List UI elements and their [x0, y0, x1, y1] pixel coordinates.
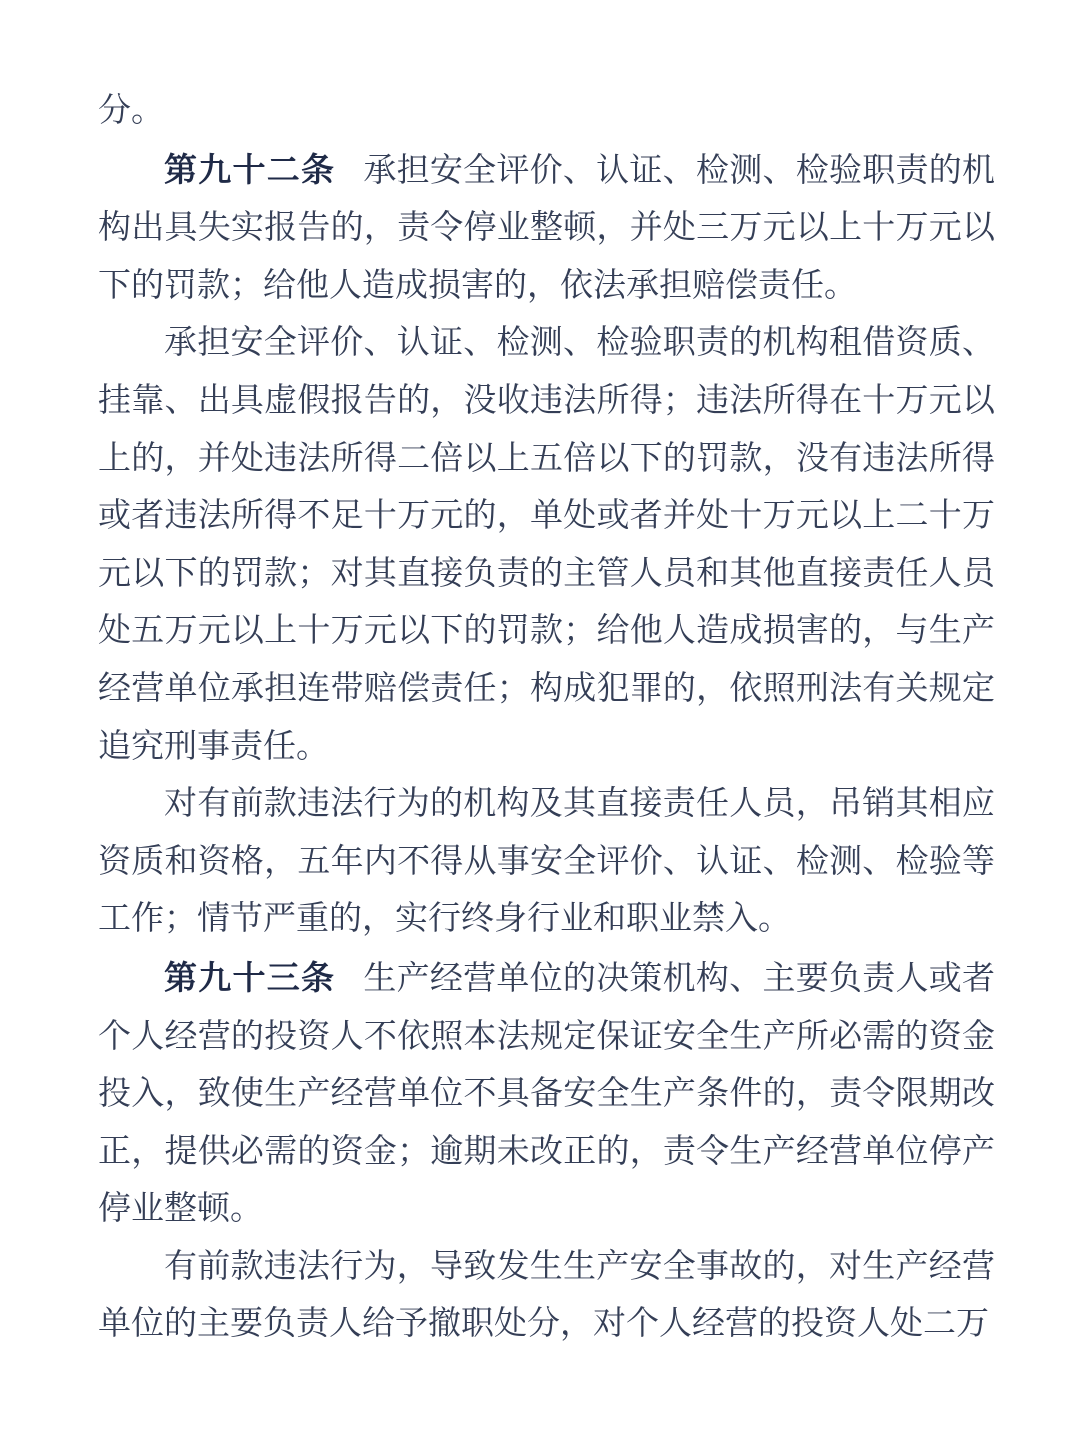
paragraph-text: 分。 — [98, 93, 164, 129]
body-paragraph — [98, 83, 995, 141]
text-block — [98, 83, 995, 1354]
article-number: 第九十二条 — [164, 150, 336, 188]
paragraph-text: 对有前款违法行为的机构及其直接责任人员，吊销其相应资质和资格，五年内不得从事安全评价、认证、检测、检验等工作；情节严重的，实行终身行业和职业禁入。 — [98, 786, 995, 938]
body-paragraph — [98, 776, 995, 949]
article-paragraph — [98, 141, 995, 316]
article-number: 第九十三条 — [164, 958, 336, 996]
paragraph-text: 生产经营单位的决策机构、主要负责人或者个人经营的投资人不依照本法规定保证安全生产所必需的资金投入，致使生产经营单位不具备安全生产条件的，责令限期改正，提供必需的资金；逾期未改正的，责令生产经营单位停产停业整顿。 — [98, 960, 996, 1228]
body-paragraph — [98, 315, 995, 776]
body-paragraph — [98, 1239, 995, 1354]
paragraph-text: 承担安全评价、认证、检测、检验职责的机构租借资质、挂靠、出具虚假报告的，没收违法所得；违法所得在十万元以上的，并处违法所得二倍以上五倍以下的罚款，没有违法所得或者违法所得不足十万元的，单处或者并处十万元以上二十万元以下的罚款；对其直接负责的主管人员和其他直接责任人员处五万元以上十万元以下的罚款；给他人造成损害的，与生产经营单位承担连带赔偿责任；构成犯罪的，依照刑法有关规定追究刑事责任。 — [98, 325, 995, 765]
article-paragraph — [98, 949, 995, 1239]
paragraph-text: 有前款违法行为，导致发生生产安全事故的，对生产经营单位的主要负责人给予撤职处分，对个人经营的投资人处二万 — [98, 1248, 995, 1343]
paragraph-text: 承担安全评价、认证、检测、检验职责的机构出具失实报告的，责令停业整顿，并处三万元以上十万元以下的罚款；给他人造成损害的，依法承担赔偿责任。 — [98, 152, 996, 304]
